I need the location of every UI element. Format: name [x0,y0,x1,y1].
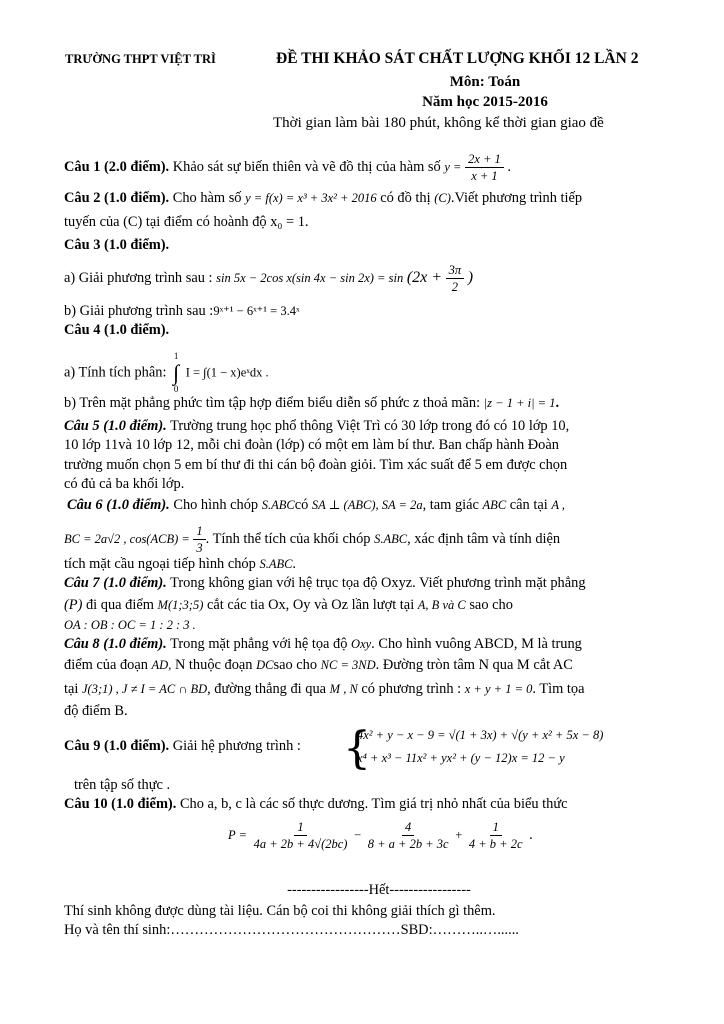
q6-line-3 [64,555,296,573]
question-2 [64,189,582,207]
candidate-name-line: Họ và tên thí sinh:…………………………………………SBD:………..…...... [64,922,519,938]
q7-points: A, B và C [417,598,466,612]
q10-op2: + [455,827,463,842]
integral-sign: 1 ∫ 0 [173,351,180,394]
q6-den: 3 [196,541,203,555]
q6-l3-text: tích mặt cầu ngoại tiếp hình chóp [64,556,256,572]
q6-line-2 [64,524,560,555]
q7-l2-text3: sao cho [469,597,513,613]
q6-l2-text2: , xác định tâm và tính diện [407,530,561,547]
q6-text2: có [294,497,309,513]
q5-label: Câu 5 (1.0 điểm). [64,418,167,434]
school-year: Năm học 2015-2016 [422,94,548,110]
question-5 [64,417,569,435]
q10-d3: 4 + b + 2c [468,837,523,851]
q6-l3-end: . [292,556,297,572]
q8-l3-f2: M , N [329,682,358,696]
exam-time: Thời gian làm bài 180 phút, không kể thời gian giao đề [273,115,604,131]
question-10 [64,795,568,813]
q8-l3-text2: , đường thẳng đi qua [207,681,327,697]
q4a-formula: I = ∫(1 − x)eˣdx . [185,365,269,380]
q10-fraction-2 [365,820,452,851]
q8-l2-text3: sao cho [273,657,318,673]
q3a-formula: sin 5x − 2cos x(sin 4x − sin 2x) = sin [216,270,404,285]
q5-line-1: Trường trung học phổ thông Việt Trì có 30 lớp trong đó có 10 lớp 10, [170,418,570,434]
q10-n1: 1 [294,820,306,836]
q8-l2-text4: . Đường tròn tâm N qua M cắt AC [375,657,573,673]
q8-line-4: độ điểm B. [64,703,128,719]
q6-l2-f1: BC = 2a√2 , cos(ACB) = [64,531,190,546]
q5-line-2: 10 lớp 11và 10 lớp 12, mỗi chi đoàn (lớp) có một em làm bí thư. Ban chấp hành Đoàn [64,437,559,453]
q8-label: Câu 8 (1.0 điểm). [64,636,167,652]
q7-line-2 [64,596,513,614]
subject: Môn: Toán [449,74,521,90]
q4-part-a [64,351,269,395]
q7-l2-text1: đi qua điểm [85,597,154,613]
q1-fraction [465,152,504,183]
q2-label: Câu 2 (1.0 điểm). [64,190,170,206]
q8-l2-f3: NC = 3ND [320,658,376,672]
q10-expression [228,820,533,851]
q8-l3-text1: tại [64,681,79,697]
q7-label: Câu 7 (1.0 điểm). [64,575,167,591]
q6-text4: cân tại [509,497,548,513]
q3-part-a [64,263,473,294]
end-mark: -----------------Hết----------------- [287,882,471,898]
q1-text: Khảo sát sự biến thiên và vẽ đồ thị của hàm số [172,158,441,175]
q2-graph: (C) [434,191,451,205]
q10-op1: − [354,827,362,842]
q10-n3: 1 [490,820,502,836]
q4a-lower: 0 [173,384,179,394]
q10-fraction-3 [466,820,526,851]
q2-text3: .Viết phương trình tiếp [450,190,583,206]
q6-l2-text: . Tính thể tích của khối chóp [205,530,371,547]
q4a-upper: 1 [173,351,179,361]
q3b-text: b) Giải phương trình sau : [64,303,214,319]
q7-line-3 [64,616,196,634]
q6-label: Câu 6 (1.0 điểm). [67,497,170,513]
q10-end: . [529,826,533,843]
q6-num: 1 [193,524,205,540]
q1-num: 2x + 1 [465,152,504,168]
q10-d1: 4a + 2b + 4√(2bc) [253,837,348,851]
q8-line-2 [64,656,573,674]
q1-den: x + 1 [471,169,498,183]
q8-f1: Oxy [351,637,372,651]
q7-ratio: OA : OB : OC = 1 : 2 : 3 . [64,618,196,632]
q8-l3-text4: . Tìm tọa [532,681,585,697]
q8-l2-f1: AD, [151,658,172,672]
q6-f3: ABC [482,498,507,512]
q4b-formula: |z − 1 + i| = 1 [483,396,556,410]
question-8 [64,635,582,653]
q3b-formula: 9ˣ⁺¹ − 6ˣ⁺¹ = 3.4ˣ [213,304,300,318]
q8-l2-f2: DC [256,658,274,672]
q9-equation-1: 4x² + y − x − 9 = √(1 + 3x) + √(y + x² + 5x − 8) [357,728,604,742]
q4b-end: . [555,395,560,411]
q10-p: P = [228,827,247,842]
q8-l2-text2: N thuộc đoạn [174,657,253,673]
q8-text2: . Cho hình vuông ABCD, M là trung [371,636,582,652]
q10-d2: 8 + a + 2b + 3c [367,837,449,851]
q6-f2: SA ⊥ (ABC), SA = 2a [311,498,423,512]
q1-lhs: y = [444,159,462,174]
q3a-paren-right: ) [467,268,474,286]
q10-n2: 4 [402,820,414,836]
q3a-num: 3π [446,263,465,279]
q8-line-3 [64,680,585,698]
question-9 [64,737,301,755]
q7-l2-text2: cắt các tia Ox, Oy và Oz lần lượt tại [206,597,415,613]
q6-l3-f: S.ABC [259,557,293,571]
q2-text1: Cho hàm số [172,190,242,206]
q5-line-4: có đủ cả ba khối lớp. [64,476,185,492]
q4-label: Câu 4 (1.0 điểm). [64,322,170,338]
q6-text3: , tam giác [422,497,479,513]
q3-label: Câu 3 (1.0 điểm). [64,237,170,253]
question-7 [64,574,586,592]
q10-label: Câu 10 (1.0 điểm). [64,796,177,812]
system-brace: { [343,723,371,774]
q1-end: . [507,158,512,175]
q2-text2: có đồ thị [380,190,431,206]
q7-point: M(1;3;5) [157,598,204,612]
q6-f1: S.ABC [261,498,295,512]
q7-plane: (P) [64,597,83,613]
q4b-text: b) Trên mặt phẳng phức tìm tập hợp điểm biểu diễn số phức z thoả mãn: [64,395,481,411]
q6-text1: Cho hình chóp [173,497,259,513]
q3a-den: 2 [451,280,459,294]
q3a-text: a) Giải phương trình sau : [64,269,213,286]
q6-l2-f2: S.ABC [374,531,408,546]
q4-part-b [64,394,559,412]
q8-l3-text3: có phương trình : [361,681,462,697]
q4a-text: a) Tính tích phân: [64,364,167,381]
q5-line-3: trường muốn chọn 5 em bí thư đi thi cán bộ đoàn giỏi. Tìm xác suất để 5 em được chọn [64,457,568,473]
q10-fraction-1 [251,820,351,851]
question-1 [64,152,511,183]
q8-l3-f3: x + y + 1 = 0 [464,682,533,696]
q8-l3-f1: J(3;1) , J ≠ I = AC ∩ BD [82,682,208,696]
q7-text1: Trong không gian với hệ trục tọa độ Oxyz. Viết phương trình mặt phẳng [170,575,586,591]
q9-text: Giải hệ phương trình : [172,738,301,754]
q8-text1: Trong mặt phẳng với hệ tọa độ [170,636,348,652]
q9-equation-2: x⁴ + x³ − 11x² + yx² + (y − 12)x = 12 − y [357,751,565,765]
q6-f4: A , [551,498,565,512]
q9-label: Câu 9 (1.0 điểm). [64,738,170,754]
q9-line-2: trên tập số thực . [74,777,171,793]
exam-title: ĐỀ THI KHẢO SÁT CHẤT LƯỢNG KHỐI 12 LẦN 2 [276,50,639,67]
q6-fraction [193,524,205,555]
footer-note: Thí sinh không được dùng tài liệu. Cán bộ coi thi không giải thích gì thêm. [64,903,496,919]
q3a-paren-left: (2x + [406,268,443,286]
q1-label: Câu 1 (2.0 điểm). [64,158,170,175]
q3-part-b [64,302,300,320]
question-6 [67,496,565,514]
q10-text: Cho a, b, c là các số thực dương. Tìm giá trị nhỏ nhất của biểu thức [179,796,568,812]
school-name: TRƯỜNG THPT VIỆT TRÌ [65,52,216,66]
q2-formula: y = f(x) = x³ + 3x² + 2016 [245,191,377,205]
q8-l2-text1: điểm của đoạn [64,657,148,673]
q2-line2: tuyến của (C) tại điểm có hoành độ x₀ = 1. [64,214,309,230]
q3a-fraction [446,263,465,294]
